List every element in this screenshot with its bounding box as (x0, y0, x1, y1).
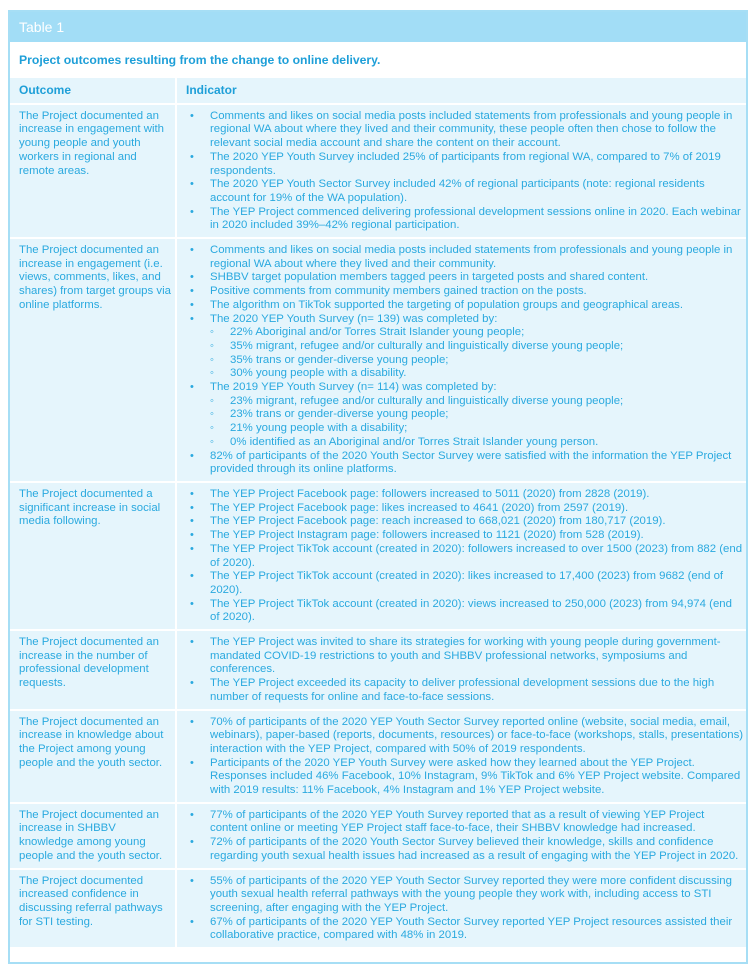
indicator-text: 72% of participants of the 2020 Youth Sector Survey believed their knowledge, skills and confidence regarding youth sexual health issues had increased as a result of engaging with the YEP Project in 2020. (210, 836, 739, 862)
outcome-cell: The Project documented an increase in SHBBV knowledge among young people and the youth sector. (10, 803, 176, 869)
indicator-text: The YEP Project Instagram page: followers increased to 1121 (2020) from 528 (2019). (210, 529, 644, 542)
indicator-subitem: ◦ 21% young people with a disability; (230, 422, 744, 436)
indicator-item (210, 809, 744, 836)
indicator-item (210, 151, 744, 178)
indicator-item (210, 570, 744, 597)
indicator-text: Comments and likes on social media posts included statements from professionals and young people in regional WA about where they lived and their community, these people often then chose to follow the relevant social media account and share the content on their account. (210, 109, 733, 150)
table-label: Table 1 (10, 12, 746, 42)
indicator-text: The 2020 YEP Youth Sector Survey included 42% of regional participants (note: regional residents account for 19% of the WA population). (210, 178, 705, 204)
outcome-cell: The Project documented increased confidence in discussing referral pathways for STI testing. (10, 869, 176, 949)
indicator-cell (176, 710, 746, 803)
indicator-cell (176, 630, 746, 710)
indicator-text: The YEP Project TikTok account (created in 2020): views increased to 250,000 (2023) from 94,974 (end of 2020). (210, 597, 732, 624)
indicator-subitem: ◦ 35% migrant, refugee and/or culturally and linguistically diverse young people; (230, 340, 744, 354)
indicator-item (210, 677, 744, 704)
indicator-item (210, 529, 744, 543)
indicator-subitem: ◦ 23% trans or gender-diverse young people; (230, 408, 744, 422)
indicator-text: The 2020 YEP Youth Survey (n= 139) was completed by: (210, 312, 498, 325)
indicator-list (186, 244, 744, 477)
indicator-item (210, 450, 744, 477)
indicator-text: 67% of participants of the 2020 YEP Youth Sector Survey reported YEP Project resources assisted their collaborative practice, compared with 48% in 2019. (210, 915, 733, 942)
indicator-cell (176, 482, 746, 630)
indicator-item (210, 206, 744, 233)
indicator-text: The YEP Project Facebook page: followers increased to 5011 (2020) from 2828 (2019). (210, 487, 650, 500)
table-row (10, 238, 746, 482)
table-row (10, 630, 746, 710)
outcome-cell: The Project documented a significant increase in social media following. (10, 482, 176, 630)
indicator-list (186, 488, 744, 625)
indicator-text: The 2019 YEP Youth Survey (n= 114) was completed by: (210, 381, 497, 394)
indicator-text: Positive comments from community members gained traction on the posts. (210, 285, 587, 298)
indicator-text: The YEP Project TikTok account (created in 2020): likes increased to 17,400 (2023) from 9682 (end of 2020). (210, 570, 724, 596)
outcome-cell: The Project documented an increase in engagement (i.e. views, comments, likes, and shares) from target groups via online platforms. (10, 238, 176, 482)
indicator-text: 55% of participants of the 2020 YEP Youth Sector Survey reported they were more confident discussing youth sexual health referral pathways with the young people they work with, including access to STI screening, after engaging with the YEP Project. (210, 874, 732, 914)
table-row (10, 710, 746, 803)
indicator-item (210, 313, 744, 382)
indicator-item (210, 271, 744, 285)
indicator-cell (176, 104, 746, 238)
indicator-item (210, 636, 744, 677)
indicator-item (210, 381, 744, 450)
indicator-item (210, 285, 744, 299)
indicator-list (186, 809, 744, 864)
indicator-text: Comments and likes on social media posts included statements from professionals and young people in regional WA about where they lived and their community. (210, 244, 733, 270)
indicator-subitem: ◦ 22% Aboriginal and/or Torres Strait Islander young people; (230, 326, 744, 340)
indicator-item (210, 488, 744, 502)
indicator-item (210, 110, 744, 151)
indicator-item (210, 515, 744, 529)
indicator-subitem: ◦ 35% trans or gender-diverse young people; (230, 354, 744, 368)
indicator-text: SHBBV target population members tagged peers in targeted posts and shared content. (210, 271, 649, 284)
indicator-subitem: ◦ 30% young people with a disability. (230, 367, 744, 381)
indicator-text: 70% of participants of the 2020 YEP Youth Sector Survey reported online (website, social media, email, webinars), paper-based (reports, documents, resources) or face-to-face (workshops, stalls, presentations) interaction with the YEP Project, compared with 50% of 2019 respondents. (210, 715, 744, 755)
indicator-item (210, 299, 744, 313)
indicator-item (210, 836, 744, 863)
indicator-cell (176, 869, 746, 949)
indicator-item (210, 543, 744, 570)
indicator-text: The YEP Project Facebook page: likes increased to 4641 (2020) from 2597 (2019). (210, 501, 629, 514)
table-caption: Project outcomes resulting from the change to online delivery. (19, 53, 381, 67)
indicator-text: The algorithm on TikTok supported the targeting of population groups and geographical areas. (210, 298, 684, 311)
indicator-sublist (210, 326, 744, 381)
indicator-text: 77% of participants of the 2020 YEP Youth Survey reported that as a result of viewing YEP Project content online or meeting YEP Project staff face-to-face, their SHBBV knowledge had increased. (210, 808, 705, 835)
outcome-cell: The Project documented an increase in knowledge about the Project among young people and the youth sector. (10, 710, 176, 803)
indicator-item (210, 916, 744, 943)
indicator-text: 82% of participants of the 2020 Youth Sector Survey were satisfied with the information the YEP Project provided through its online platforms. (210, 449, 732, 476)
header-indicator: Indicator (176, 77, 746, 104)
indicator-cell (176, 803, 746, 869)
table-row (10, 803, 746, 869)
indicator-item (210, 716, 744, 757)
outcomes-table (10, 76, 746, 949)
table-row (10, 482, 746, 630)
indicator-item (210, 502, 744, 516)
indicator-text: Participants of the 2020 YEP Youth Survey were asked how they learned about the YEP Project. Responses included 46% Facebook, 10% Instagram, 9% TikTok and 6% YEP Project website. Compared with 2019 results: 11% Facebook, 4% Instagram and 1% YEP Project website. (210, 756, 741, 797)
header-outcome: Outcome (10, 77, 176, 104)
indicator-text: The YEP Project commenced delivering professional development sessions online in 2020. Each webinar in 2020 included 39%–42% regional participation. (210, 205, 741, 232)
indicator-text: The 2020 YEP Youth Survey included 25% of participants from regional WA, compared to 7% of 2019 respondents. (210, 150, 721, 177)
outcome-cell: The Project documented an increase in the number of professional development requests. (10, 630, 176, 710)
indicator-item (210, 244, 744, 271)
indicator-item (210, 757, 744, 798)
table-row (10, 869, 746, 949)
indicator-list (186, 875, 744, 944)
outcomes-table-frame (8, 10, 748, 964)
indicator-text: The YEP Project TikTok account (created in 2020): followers increased to over 1500 (2023) from 882 (end of 2020). (210, 542, 743, 569)
indicator-text: The YEP Project was invited to share its strategies for working with young people during government-mandated COVID-19 restrictions to youth and SHBBV professional networks, symposiums and conferences. (210, 636, 721, 676)
indicator-list (186, 636, 744, 705)
indicator-list (186, 110, 744, 233)
indicator-subitem: ◦ 0% identified as an Aboriginal and/or Torres Strait Islander young person. (230, 436, 744, 450)
indicator-text: The YEP Project Facebook page: reach increased to 668,021 (2020) from 180,717 (2019). (210, 515, 666, 528)
outcome-cell: The Project documented an increase in engagement with young people and youth workers in regional and remote areas. (10, 104, 176, 238)
indicator-item (210, 178, 744, 205)
indicator-item (210, 598, 744, 625)
table-header-row (10, 77, 746, 104)
indicator-sublist (210, 395, 744, 450)
table-row (10, 104, 746, 238)
indicator-item (210, 875, 744, 916)
indicator-cell (176, 238, 746, 482)
indicator-list (186, 716, 744, 798)
indicator-subitem: ◦ 23% migrant, refugee and/or culturally and linguistically diverse young people; (230, 395, 744, 409)
indicator-text: The YEP Project exceeded its capacity to deliver professional development sessions due to the high number of requests for online and face-to-face sessions. (210, 677, 715, 703)
